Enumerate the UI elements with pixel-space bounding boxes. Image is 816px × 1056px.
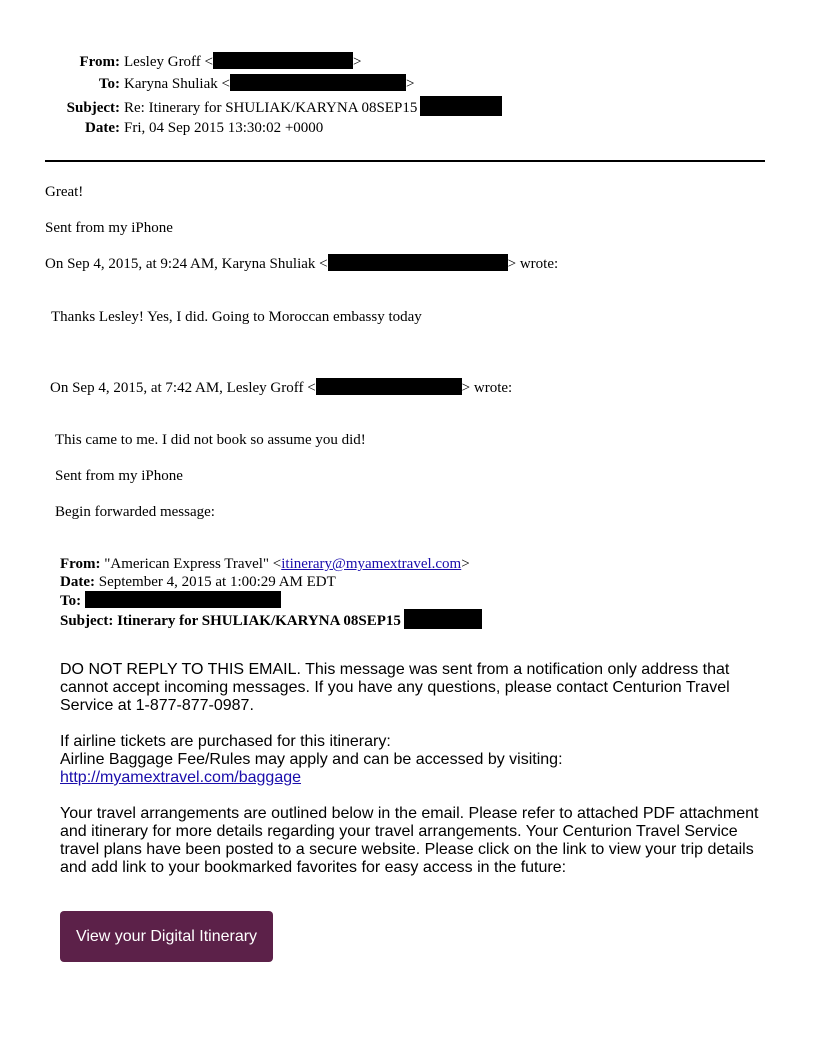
to-value: Karyna Shuliak <	[124, 76, 230, 92]
notice-paragraph: DO NOT REPLY TO THIS EMAIL. This message was sent from a notification only address that cannot accept incoming messages. If you have any questions, please contact Centurion Travel Service at 1-877-877-0987.	[60, 661, 730, 714]
quote-attribution: On Sep 4, 2015, at 7:42 AM, Lesley Groff < > wrote:	[50, 380, 513, 396]
signature: Sent from my iPhone	[45, 220, 173, 236]
forward-intro: Begin forwarded message:	[55, 504, 215, 520]
view-itinerary-button[interactable]: View your Digital Itinerary	[60, 911, 273, 962]
redacted-text	[404, 609, 482, 629]
redacted-email	[316, 378, 462, 395]
date-label: Date:	[85, 120, 120, 136]
forwarded-subject: Subject: Itinerary for SHULIAK/KARYNA 08SEP15	[60, 609, 482, 630]
header-date	[0, 118, 323, 138]
header-to: To: Karyna Shuliak < >	[0, 74, 414, 94]
header-subject	[0, 96, 502, 118]
forwarded-from: From: "American Express Travel" <itinerary@myamextravel.com>	[60, 556, 470, 572]
header-divider	[45, 160, 765, 162]
date-value: Fri, 04 Sep 2015 13:30:02 +0000	[124, 120, 324, 136]
redacted-email	[213, 52, 353, 69]
redacted-email	[328, 254, 508, 271]
quote-attribution: On Sep 4, 2015, at 9:24 AM, Karyna Shuliak < > wrote:	[45, 256, 559, 272]
greeting: Great!	[45, 184, 84, 200]
from-value: Lesley Groff <	[124, 54, 213, 70]
from-label: From:	[79, 54, 120, 70]
subject-label: Subject:	[66, 100, 120, 116]
forwarded-date: Date: September 4, 2015 at 1:00:29 AM EDT	[60, 574, 336, 590]
sender-email-link[interactable]: itinerary@myamextravel.com	[281, 556, 462, 572]
redacted-text	[420, 96, 502, 116]
to-label: To:	[98, 76, 120, 92]
header-from: From: Lesley Groff < >	[0, 52, 361, 72]
subject-value: Re: Itinerary for SHULIAK/KARYNA 08SEP15	[124, 100, 418, 116]
baggage-paragraph: If airline tickets are purchased for this itinerary: Airline Baggage Fee/Rules may apply and can be accessed by visiting: http://myamextravel.com/baggage	[60, 733, 563, 786]
signature: Sent from my iPhone	[55, 468, 183, 484]
reply-text: This came to me. I did not book so assume you did!	[55, 432, 366, 448]
reply-text: Thanks Lesley! Yes, I did. Going to Moroccan embassy today	[51, 309, 422, 325]
arrangements-paragraph: Your travel arrangements are outlined below in the email. Please refer to attached PDF attachment and itinerary for more details regarding your travel arrangements. Your Centurion Travel Service travel plans have been posted to a secure website. Please click on the link to view your trip details and add link to your bookmarked favorites for easy access in the future:	[60, 805, 759, 876]
forwarded-to: To:	[60, 591, 281, 610]
baggage-link[interactable]: http://myamextravel.com/baggage	[60, 769, 302, 786]
redacted-email	[230, 74, 406, 91]
redacted-email	[85, 591, 281, 608]
